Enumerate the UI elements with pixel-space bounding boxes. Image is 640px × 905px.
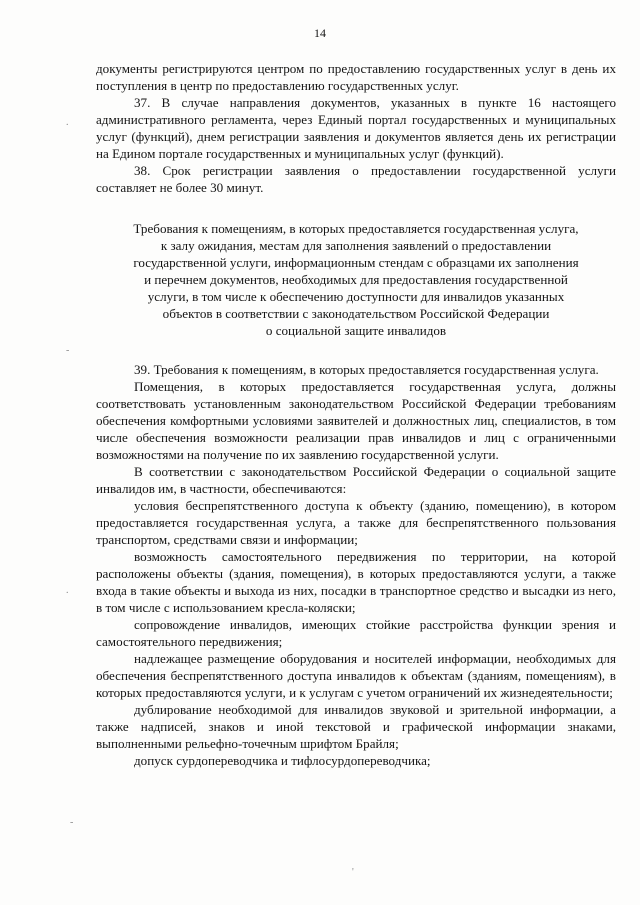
heading-line: к залу ожидания, местам для заполнения заявлений о предоставлении (160, 238, 552, 253)
list-item-equipment: надлежащее размещение оборудования и носителей информации, необходимых для обеспечения беспрепятственного доступа инвалидов к объектам (зданиям, помещениям), в которых предоставляются услуги, и к услугам с учетом ограничений их жизнедеятельности; (96, 651, 616, 700)
scan-speck: - (66, 345, 70, 356)
scan-speck: . (66, 585, 69, 596)
section-heading (96, 220, 616, 339)
heading-line: о социальной защите инвалидов (265, 323, 447, 338)
list-item-access-conditions: условия беспрепятственного доступа к объекту (зданию, помещению), в котором предоставляется государственная услуга, а также для беспрепятственного пользования транспортом, средствами связи и информации; (96, 498, 616, 547)
document-body (96, 60, 616, 769)
paragraph-legislation: В соответствии с законодательством Российской Федерации о социальной защите инвалидов им, в частности, обеспечиваются: (96, 464, 616, 496)
heading-line: и перечнем документов, необходимых для предоставления государственной (144, 272, 568, 287)
scan-speck: ' (352, 867, 354, 878)
paragraph-38: 38. Срок регистрации заявления о предоставлении государственной услуги составляет не более 30 минут. (96, 163, 616, 195)
page-number: 14 (314, 26, 326, 40)
paragraph-37: 37. В случае направления документов, указанных в пункте 16 настоящего административного регламента, через Единый портал государственных и муниципальных услуг (функций), днем регистрации заявления и документов является день их регистрации на Едином портале государственных и муниципальных услуг (функций). (96, 95, 616, 161)
scan-speck: . (66, 117, 69, 128)
heading-line: объектов в соответствии с законодательством Российской Федерации (162, 306, 550, 321)
heading-line: услуги, в том числе к обеспечению доступности для инвалидов указанных (147, 289, 565, 304)
heading-line: Требования к помещениям, в которых предоставляется государственная услуга, (133, 221, 579, 236)
paragraph-premises: Помещения, в которых предоставляется государственная услуга, должны соответствовать установленным законодательством Российской Федерации требованиям обеспечения комфортными условиями заявителей и должностных лиц, специалистов, в том числе обеспечения возможности реализации прав инвалидов и лиц с ограниченными возможностями на получение по их заявлению государственной услуги. (96, 379, 616, 462)
list-item-movement: возможность самостоятельного передвижения по территории, на которой расположены объекты (здания, помещения), в которых предоставляются услуги, а также входа в такие объекты и выхода из них, посадки в транспортное средство и высадки из него, в том числе с использованием кресла-коляски; (96, 549, 616, 615)
scan-speck: - (70, 817, 74, 828)
list-item-escort: сопровождение инвалидов, имеющих стойкие расстройства функции зрения и самостоятельного передвижения; (96, 617, 616, 649)
list-item-duplication: дублирование необходимой для инвалидов звуковой и зрительной информации, а также надписей, знаков и иной текстовой и графической информации знаками, выполненными рельефно-точечным шрифтом Брайля; (96, 702, 616, 751)
paragraph-39: 39. Требования к помещениям, в которых предоставляется государственная услуга. (134, 362, 599, 377)
paragraph-continuation: документы регистрируются центром по предоставлению государственных услуг в день их поступления в центр по предоставлению государственных услуг. (96, 61, 616, 93)
heading-line: государственной услуги, информационным стендам с образцами их заполнения (133, 255, 579, 270)
list-item-interpreter: допуск сурдопереводчика и тифлосурдопереводчика; (134, 753, 431, 768)
